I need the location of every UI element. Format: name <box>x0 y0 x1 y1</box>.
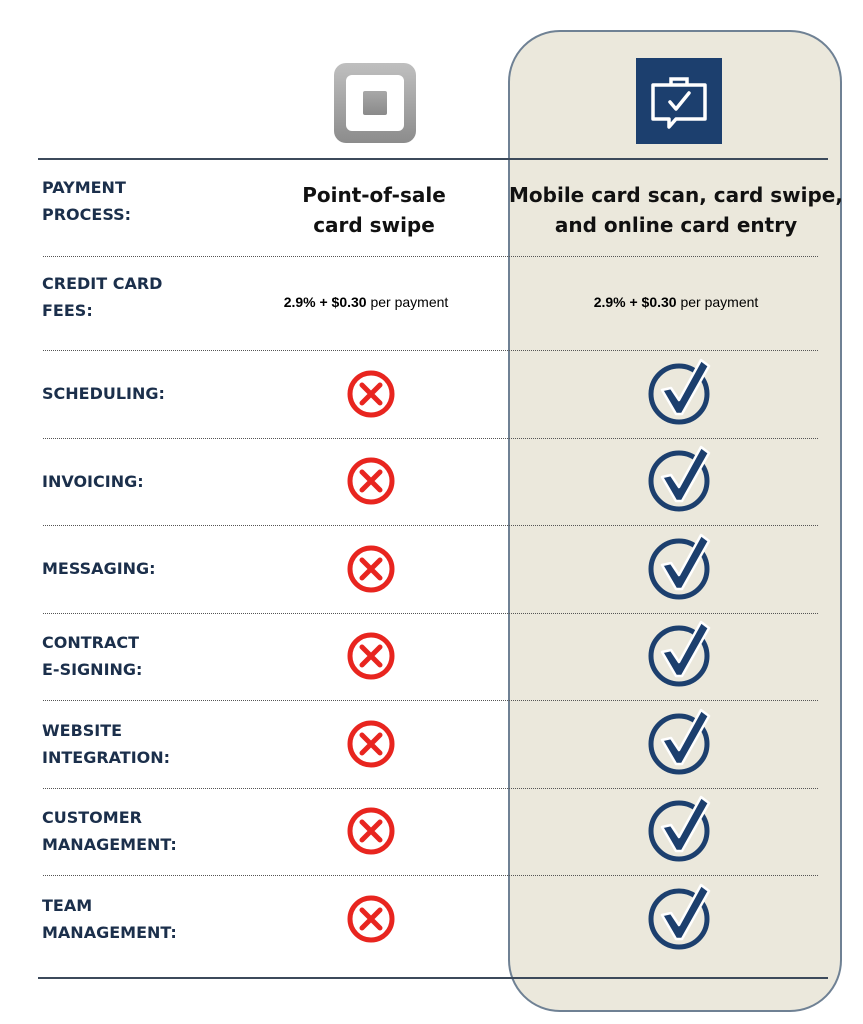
check-circle-icon <box>643 787 723 867</box>
row-divider <box>43 256 818 257</box>
square-logo-icon <box>334 63 416 143</box>
check-circle-icon <box>643 875 723 955</box>
row-label-credit-card-fees: CREDIT CARD FEES: <box>42 274 163 320</box>
row-label-website-integration: WEBSITE INTEGRATION: <box>42 720 171 767</box>
check-circle-icon <box>643 350 723 430</box>
x-circle-icon <box>343 628 399 684</box>
check-circle-icon <box>643 700 723 780</box>
header-rule <box>38 158 828 160</box>
row-label-customer-management: CUSTOMER MANAGEMENT: <box>42 808 177 855</box>
row-label-contract-e-signing: CONTRACT E-SIGNING: <box>42 633 143 680</box>
check-circle-icon <box>643 525 723 605</box>
row-label-messaging: MESSAGING: <box>42 559 156 579</box>
footer-rule <box>38 977 828 979</box>
x-circle-icon <box>343 891 399 947</box>
x-circle-icon <box>343 716 399 772</box>
row-label-scheduling: SCHEDULING: <box>42 384 165 404</box>
check-circle-icon <box>643 612 723 692</box>
x-circle-icon <box>343 366 399 422</box>
x-circle-icon <box>343 541 399 597</box>
x-circle-icon <box>343 453 399 509</box>
square-fee: 2.9% + $0.30 per payment <box>283 294 449 310</box>
square-payment-process: Point-of-sale card swipe <box>302 183 446 237</box>
row-label-payment-process: PAYMENT PROCESS: <box>42 178 132 224</box>
check-circle-icon <box>643 437 723 517</box>
row-label-invoicing: INVOICING: <box>42 471 144 491</box>
app-fee: 2.9% + $0.30 per payment <box>593 294 759 310</box>
row-label-team-management: TEAM MANAGEMENT: <box>42 895 177 942</box>
app-payment-process: Mobile card scan, card swipe, and online card entry <box>509 183 843 237</box>
x-circle-icon <box>343 803 399 859</box>
clipboard-chat-check-icon <box>636 58 722 144</box>
